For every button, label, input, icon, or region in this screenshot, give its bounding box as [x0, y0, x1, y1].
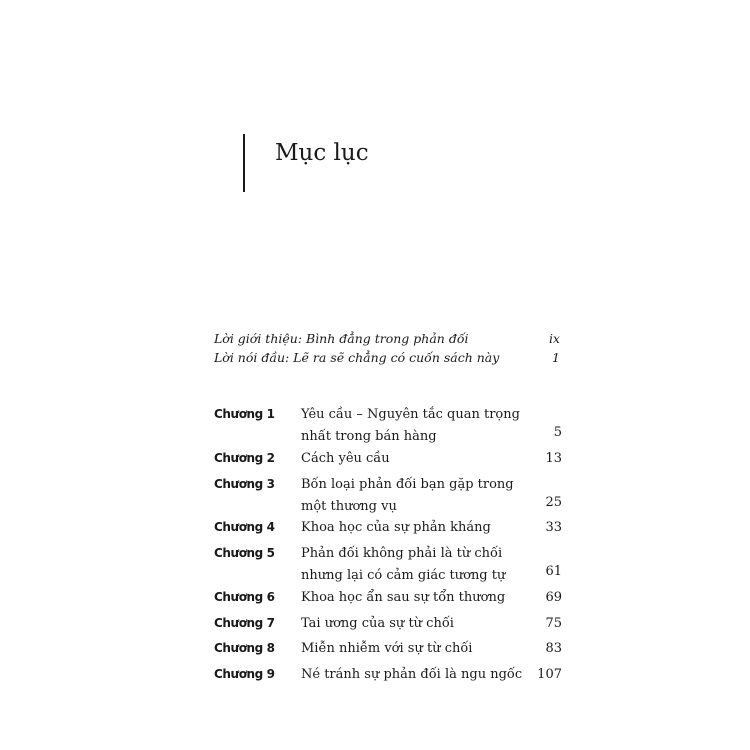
- front-matter-page: ix: [548, 331, 560, 346]
- chapter-page: 75: [545, 616, 562, 631]
- chapter-page: 69: [545, 590, 562, 605]
- chapter-title: Khoa học của sự phản kháng: [301, 520, 491, 535]
- chapter-page: 25: [545, 495, 562, 510]
- chapter-page: 107: [537, 667, 562, 682]
- chapter-label: Chương 8: [214, 641, 275, 655]
- chapter-title: Phản đối không phải là từ chối nhưng lại có cảm giác tương tự: [301, 546, 506, 583]
- chapter-title: Miễn nhiễm với sự từ chối: [301, 641, 473, 656]
- chapter-label: Chương 7: [214, 616, 275, 630]
- chapter-title: Yêu cầu – Nguyên tắc quan trọng nhất trong bán hàng: [301, 407, 520, 444]
- chapter-label: Chương 1: [214, 407, 275, 421]
- chapter-page: 33: [545, 520, 562, 535]
- front-matter-title: Lời giới thiệu: Bình đẳng trong phản đối: [214, 331, 469, 346]
- front-matter-title: Lời nói đầu: Lẽ ra sẽ chẳng có cuốn sách này: [214, 350, 500, 365]
- chapter-page: 13: [545, 451, 562, 466]
- chapter-label: Chương 6: [214, 590, 275, 604]
- chapter-label: Chương 4: [214, 520, 275, 534]
- title-divider-rule: [243, 134, 245, 192]
- chapter-label: Chương 5: [214, 546, 275, 560]
- chapter-page: 83: [545, 641, 562, 656]
- chapter-title: Khoa học ẩn sau sự tổn thương: [301, 590, 506, 605]
- chapter-title: Tai ương của sự từ chối: [301, 616, 454, 631]
- page-title: Mục lục: [275, 140, 369, 166]
- chapter-label: Chương 9: [214, 667, 275, 681]
- chapter-title: Né tránh sự phản đối là ngu ngốc: [301, 667, 523, 682]
- chapter-page: 61: [545, 564, 562, 579]
- chapter-page: 5: [553, 425, 562, 440]
- chapter-label: Chương 3: [214, 477, 275, 491]
- front-matter-page: 1: [552, 350, 560, 365]
- chapter-title: Bốn loại phản đối bạn gặp trong một thương vụ: [301, 477, 514, 514]
- chapter-label: Chương 2: [214, 451, 275, 465]
- chapter-title: Cách yêu cầu: [301, 451, 390, 466]
